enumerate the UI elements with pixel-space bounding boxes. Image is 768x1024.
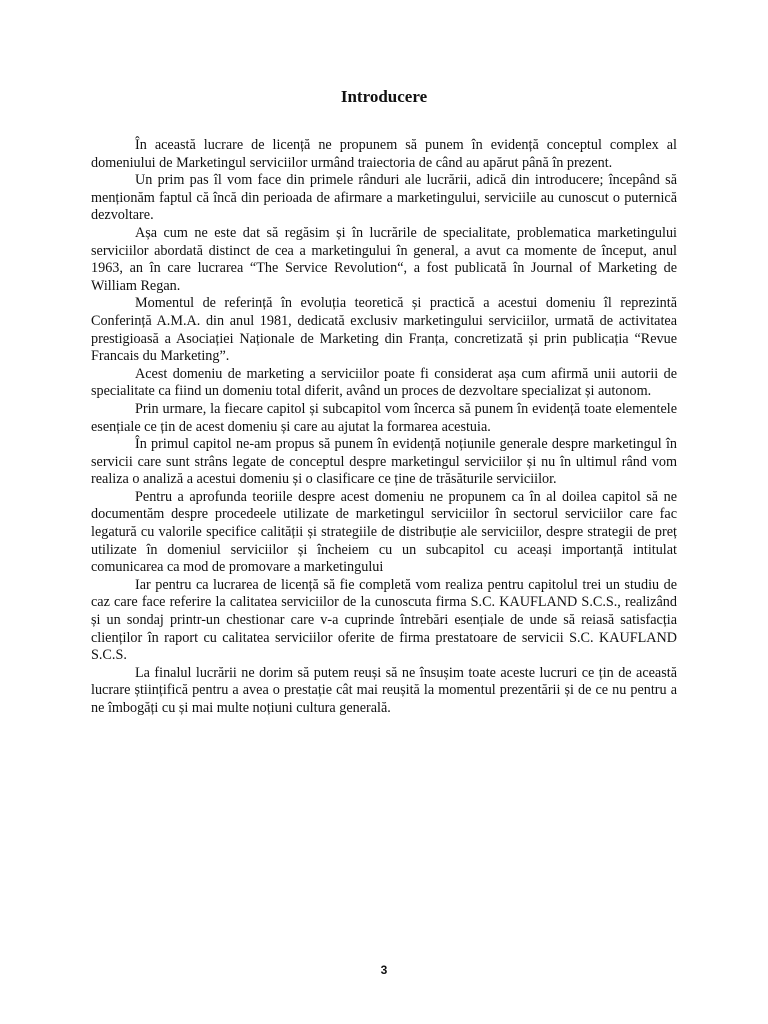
paragraph-7: În primul capitol ne-am propus să punem în evidență noțiunile generale despre marketingul în servicii care sunt strâns legate de conceptul despre marketingul serviciilor și nu în ultimul rând vom realiza o analiză a acestui domeniu și o clasificare ce ține de trăsăturile serviciilor. <box>91 436 677 488</box>
paragraph-4: Momentul de referință în evoluția teoretică și practică a acestui domeniu îl reprezintă Conferință A.M.A. din anul 1981, dedicată exclusiv marketingului serviciilor, urmată de activitatea prestigioasă a Asociației Naționale de Marketing din Franța, concretizată și prin publicația “Revue Francais du Marketing”. <box>91 295 677 365</box>
paragraph-10: La finalul lucrării ne dorim să putem reuși să ne însușim toate aceste lucruri ce țin de această lucrare științifică pentru a avea o prestație cât mai reușită la momentul prezentării și de ce nu pentru a ne îmbogăți cu și mai multe noțiuni cultura generală. <box>91 664 677 716</box>
paragraph-2: Un prim pas îl vom face din primele rânduri ale lucrării, adică din introducere; începând să menționăm faptul că încă din perioada de afirmare a marketingului, serviciile au cunoscut o puternică dezvoltare. <box>91 172 677 224</box>
page-title: Introducere <box>340 87 428 106</box>
paragraph-3: Așa cum ne este dat să regăsim și în lucrările de specialitate, problematica marketingului serviciilor abordată distinct de cea a marketingului în general, a avut ca momente de început, anul 1963, an în care lucrarea “The Service Revolution“, a fost publicată în Journal of Marketing de William Regan. <box>91 224 677 294</box>
paragraph-8: Pentru a aprofunda teoriile despre acest domeniu ne propunem ca în al doilea capitol să ne documentăm despre procedeele utilizate de marketingul serviciilor în sectorul serviciilor care fac legatură cu valorile specifice calității și strategiile de distribuție ale serviciilor, despre strategii de preț utilizate în domeniul serviciilor și încheiem cu un subcapitol cu aceași importanță intitulat comunicarea ca mod de promovare a marketingului <box>91 488 677 576</box>
paragraph-9: Iar pentru ca lucrarea de licență să fie completă vom realiza pentru capitolul trei un studiu de caz care face referire la calitatea serviciilor de la cunoscuta firma S.C. KAUFLAND S.C.S., realizând și un sondaj printr-un chestionar care v-a cuprinde întrebări esențiale de unde să reiasă satisfacția clienților în raport cu calitatea serviciilor oferite de firma prestatoare de servicii S.C. KAUFLAND S.C.S. <box>91 576 677 664</box>
paragraph-1: În această lucrare de licență ne propunem să punem în evidență conceptul complex al domeniului de Marketingul serviciilor urmând traiectoria de când au apărut până în prezent. <box>91 137 677 171</box>
document-body <box>91 137 677 718</box>
page-number: 3 <box>380 963 388 977</box>
paragraph-5: Acest domeniu de marketing a serviciilor poate fi considerat așa cum afirmă unii autorii de specialitate ca fiind un domeniu total diferit, având un proces de dezvoltare specializat și autonom. <box>91 365 677 400</box>
paragraph-6: Prin urmare, la fiecare capitol și subcapitol vom încerca să punem în evidență toate elementele esențiale ce țin de acest domeniu și care au ajutat la formarea acestuia. <box>91 400 677 435</box>
